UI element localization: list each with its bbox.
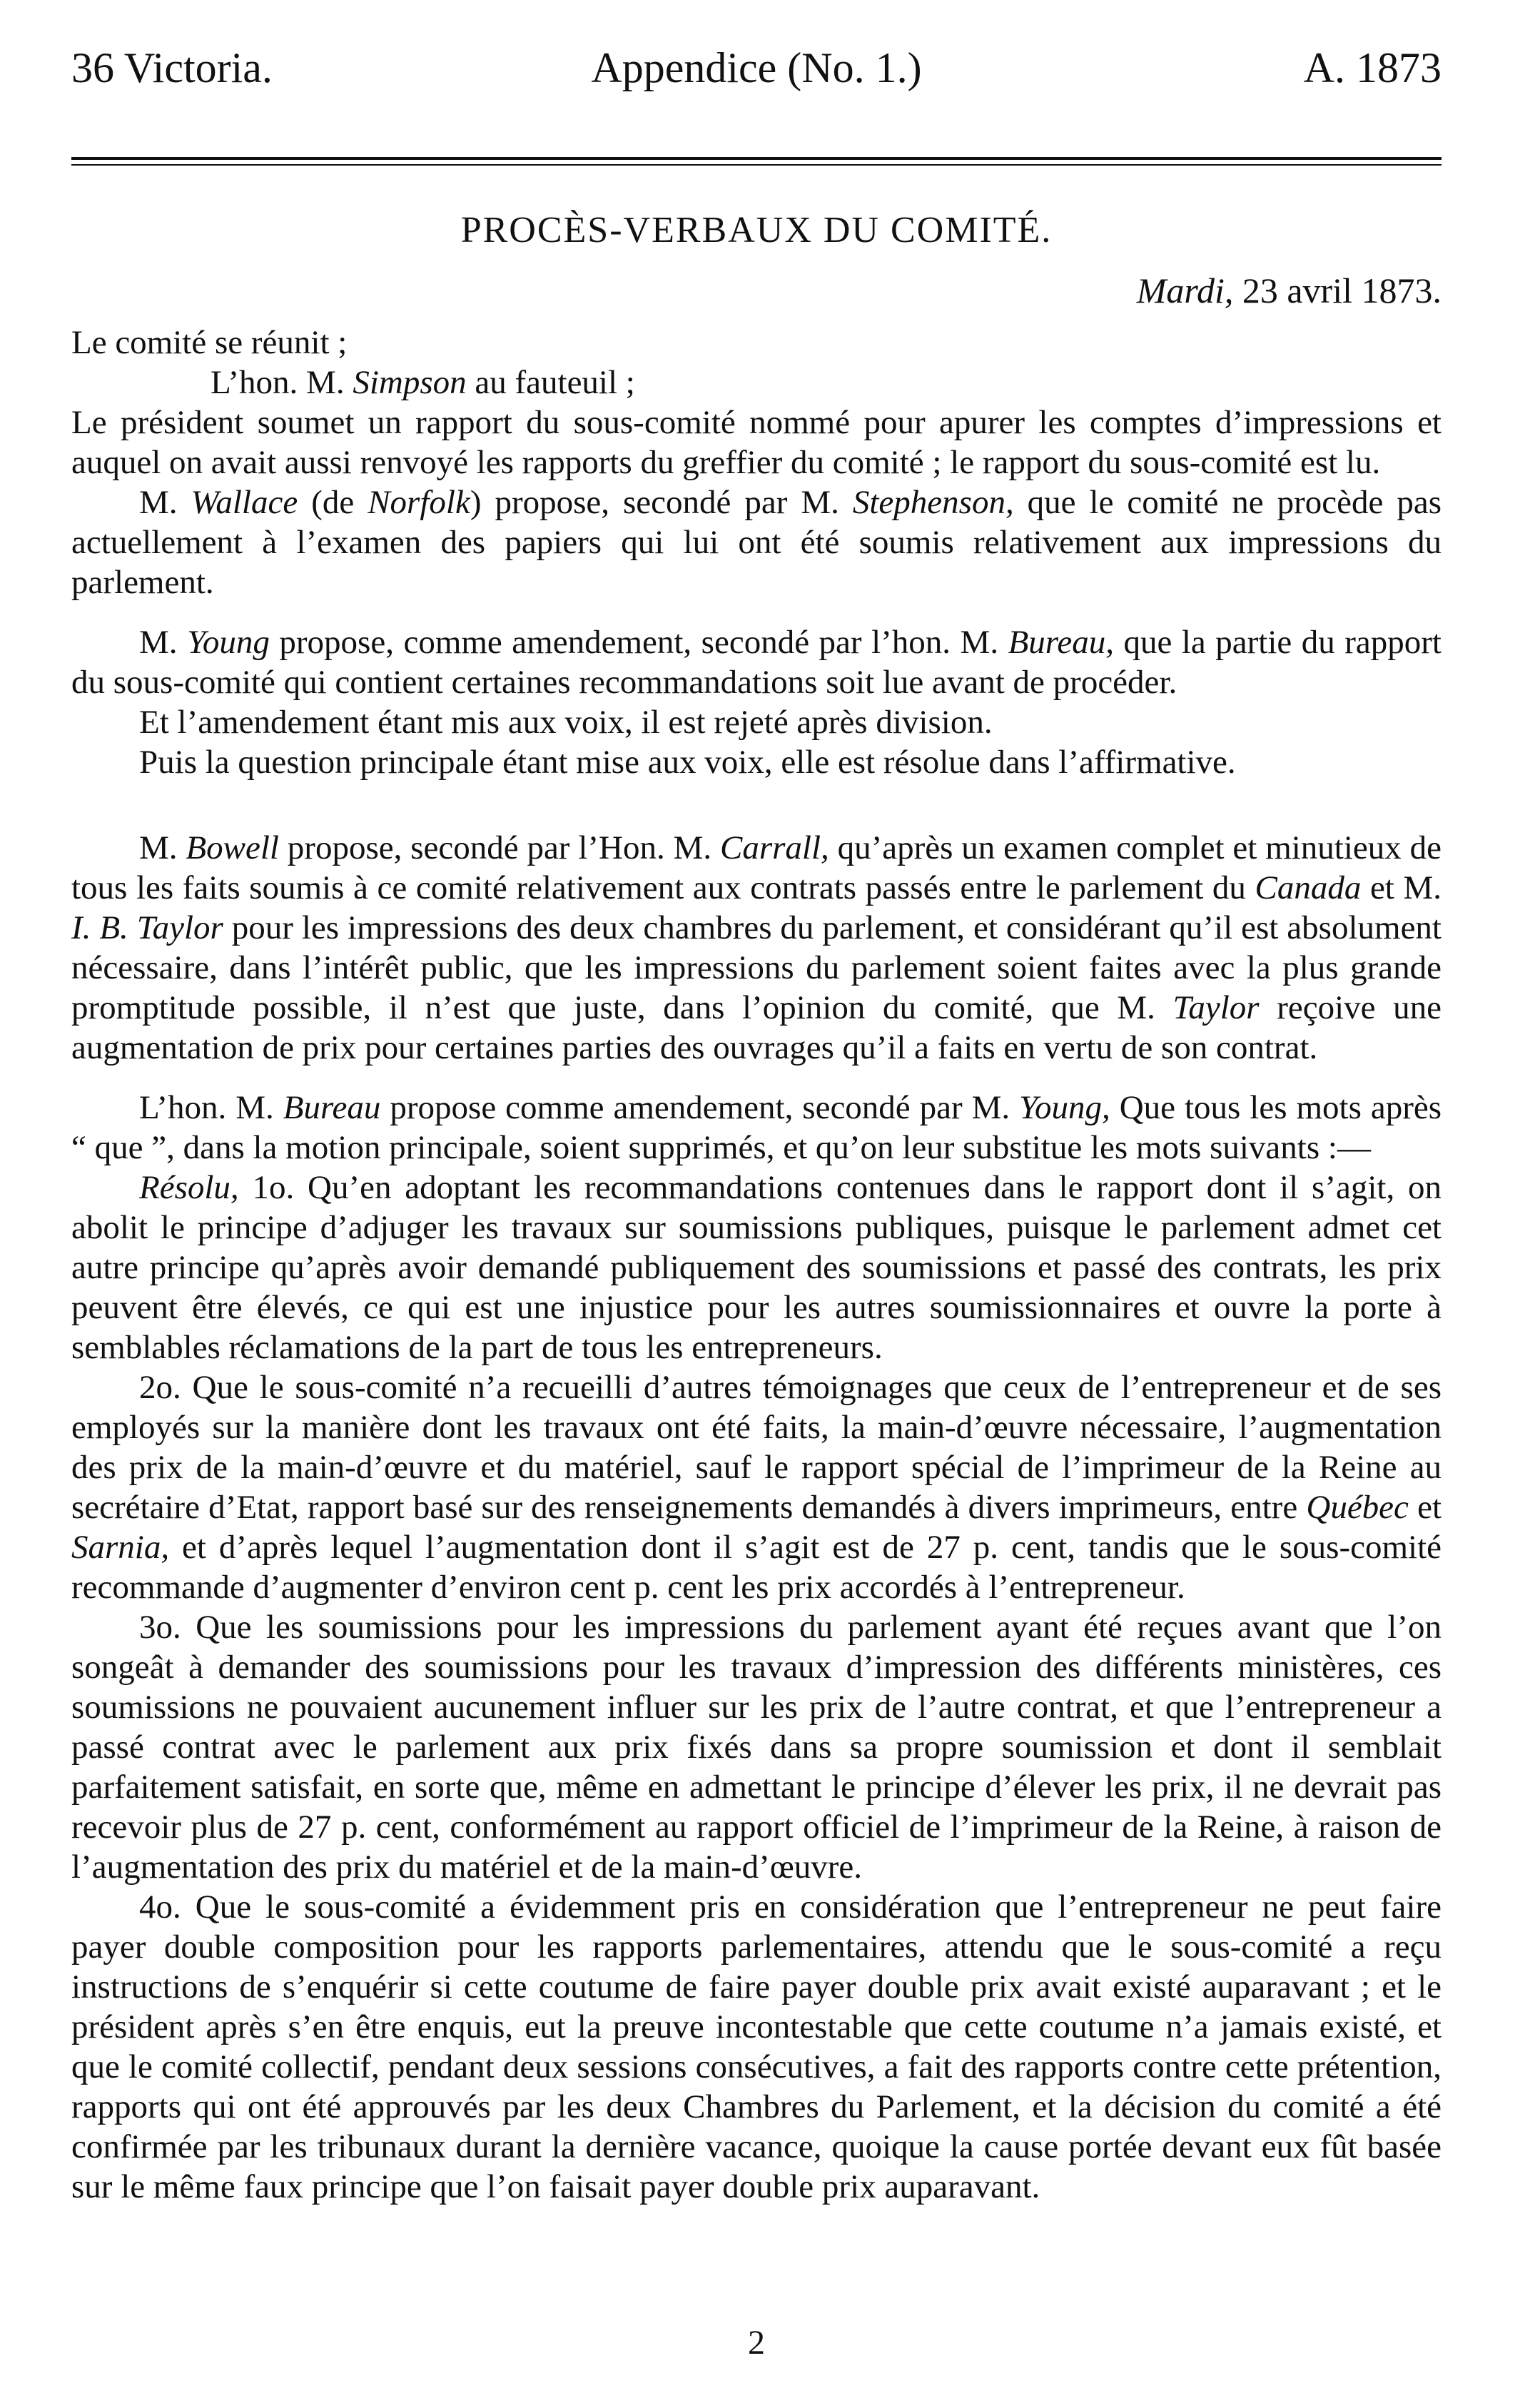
- name-ib-taylor: I. B. Taylor: [71, 909, 223, 946]
- running-header: [71, 29, 1442, 107]
- paragraph-main-question: [71, 742, 1442, 782]
- date-weekday: Mardi,: [1136, 270, 1234, 310]
- document-page: [71, 29, 1442, 2384]
- paragraph-report-submitted: [71, 403, 1442, 482]
- text-resolution-2-b: et: [1408, 1489, 1442, 1526]
- text-wallace-d: que le comité ne procède pas actuellement à l’examen des papiers qui lui ont été soumis relativement aux impressions du parlement.: [71, 484, 1442, 601]
- header-year: A. 1873: [1303, 44, 1442, 91]
- text-resolution-2-c: et d’après lequel l’augmentation dont il s’agit est de 27 p. cent, tandis que le sous-comité recommande d’augmenter d’environ cent p. cent les prix accordés à l’entrepreneur.: [71, 1529, 1442, 1606]
- name-stephenson: Stephenson,: [852, 484, 1014, 521]
- date-day-month-number: [1242, 270, 1352, 310]
- text-wallace-c: ) propose, secondé par M.: [470, 484, 853, 521]
- place-quebec: Québec: [1306, 1489, 1409, 1526]
- label-resolu: Résolu,: [139, 1169, 239, 1206]
- text-resolution-1: 1o. Qu’en adoptant les recommandations contenues dans le rapport dont il s’agit, on abolit le principe d’adjuger les travaux sur soumissions publiques, puisque le parlement admet cet autre principe qu’après avoir demandé publiquement des soumissions et passé des contrats, les prix peuvent être élevés, ce qui est une injustice pour les autres soumissionnaires et ouvre la porte à semblables réclamations de la part de tous les entrepreneurs.: [71, 1169, 1442, 1366]
- minutes-body: [71, 323, 1442, 2207]
- date-day-month: 23 avril: [1242, 270, 1352, 310]
- name-bowell: Bowell: [186, 829, 279, 866]
- name-young-2: Young,: [1019, 1089, 1110, 1126]
- paragraph-bureau-amendment: [71, 1088, 1442, 1168]
- place-sarnia: Sarnia,: [71, 1529, 170, 1566]
- name-bureau-2: Bureau: [283, 1089, 381, 1126]
- header-session: 36 Victoria.: [71, 44, 273, 91]
- paragraph-resolution-3: [71, 1607, 1442, 1887]
- text-wallace-b: (de: [298, 484, 368, 521]
- text-bowell-b: propose, secondé par l’Hon. M.: [278, 829, 720, 866]
- paragraph-meeting-opened: [71, 323, 1442, 363]
- name-simpson: Simpson: [353, 364, 467, 401]
- name-wallace: Wallace: [191, 484, 298, 521]
- place-norfolk: Norfolk: [368, 484, 470, 521]
- date-year: 1873.: [1361, 270, 1442, 310]
- text-amendment-rejected: Et l’amendement étant mis aux voix, il est rejeté après division.: [139, 704, 993, 741]
- text-bowell-f: reçoive une augmentation de prix pour certaines parties des ouvrages qu’il a faits en vertu de son contrat.: [71, 989, 1442, 1066]
- text-chair-a: L’hon. M.: [211, 364, 353, 401]
- paragraph-resolution-2: [71, 1367, 1442, 1607]
- header-appendix: Appendice (No. 1.): [591, 44, 922, 91]
- text-wallace-a: M.: [139, 484, 191, 521]
- place-canada: Canada: [1255, 869, 1362, 906]
- text-bowell-d: et M.: [1361, 869, 1442, 906]
- text-chair-b: au fauteuil ;: [466, 364, 635, 401]
- text-resolution-2-a: 2o. Que le sous-comité n’a recueilli d’autres témoignages que ceux de l’entrepreneur et de ses employés sur la manière dont les travaux ont été faits, la main-d’œuvre nécessaire, l’augmentation des prix de la main-d’œuvre et du matériel, sauf le rapport spécial de l’imprimeur de la Reine au secrétaire d’Etat, rapport basé sur des renseignements demandés à divers imprimeurs, entre: [71, 1369, 1442, 1526]
- paragraph-resolution-4: [71, 1887, 1442, 2207]
- text-young-b: propose, comme amendement, secondé par l’hon. M.: [269, 624, 1008, 661]
- name-taylor: Taylor: [1172, 989, 1260, 1026]
- header-rule-thick: [71, 157, 1442, 160]
- page-number: 2: [748, 2324, 765, 2362]
- text-bowell-a: M.: [139, 829, 186, 866]
- name-bureau: Bureau,: [1008, 624, 1114, 661]
- text-report-submitted: Le président soumet un rapport du sous-comité nommé pour apurer les comptes d’impressions et auquel on avait aussi renvoyé les rapports du greffier du comité ; le rapport du sous-comité est lu.: [71, 404, 1442, 481]
- text-bureau-c: Que tous les mots après “ que ”, dans la motion principale, soient supprimés, et qu’on leur substitue les mots suivants :—: [71, 1089, 1442, 1166]
- paragraph-young-amendment: [71, 622, 1442, 702]
- paragraph-resolution-1: [71, 1168, 1442, 1367]
- text-bowell-e: pour les impressions des deux chambres du parlement, et considérant qu’il est absolument nécessaire, dans l’intérêt public, que les impressions du parlement soient faites avec la plus grande promptitude possible, il n’est que juste, dans l’opinion du comité, que M.: [71, 909, 1442, 1026]
- paragraph-chair: [71, 363, 1442, 403]
- text-meeting-opened: Le comité se réunit ;: [71, 324, 348, 361]
- name-young: Young: [187, 624, 270, 661]
- paragraph-bowell-motion: [71, 828, 1442, 1068]
- page-title: PROCÈS-VERBAUX DU COMITÉ.: [460, 210, 1053, 251]
- meeting-date: [71, 265, 1442, 315]
- text-resolution-4: 4o. Que le sous-comité a évidemment pris en considération que l’entrepreneur ne peut faire payer double composition pour les rapports parlementaires, attendu que le sous-comité a reçu instructions de s’enquérir si cette coutume de faire payer double prix avait existé auparavant ; et le président après s’en être enquis, eut la preuve incontestable que cette coutume n’a jamais existé, et que le comité collectif, pendant deux sessions consécutives, a fait des rapports contre cette prétention, rapports qui ont été approuvés par les deux Chambres du Parlement, et la décision du comité a été confirmée par les tribunaux durant la dernière vacance, quoique la cause portée devant eux fût basée sur le même faux principe que l’on faisait payer double prix auparavant.: [71, 1888, 1442, 2205]
- text-resolution-3: 3o. Que les soumissions pour les impressions du parlement ayant été reçues avant que l’on songeât à demander des soumissions pour les travaux d’impression des différents ministères, ces soumissions ne pouvaient aucunement influer sur les prix de l’autre contrat, et que l’entrepreneur a passé contrat avec le parlement aux prix fixés dans sa propre soumission et dont il semblait parfaitement satisfait, en sorte que, même en admettant le principe d’élever les prix, il ne devrait pas recevoir plus de 27 p. cent, conformément au rapport officiel de l’imprimeur de la Reine, à raison de l’augmentation des prix du matériel et de la main-d’œuvre.: [71, 1609, 1442, 1886]
- text-young-a: M.: [139, 624, 188, 661]
- paragraph-amendment-rejected: [71, 702, 1442, 742]
- text-bowell-c: qu’après un examen complet et minutieux de tous les faits soumis à ce comité relativement aux contrats passés entre le parlement du: [71, 829, 1442, 906]
- text-bureau-b: propose comme amendement, secondé par M.: [380, 1089, 1020, 1126]
- name-carrall: Carrall,: [719, 829, 829, 866]
- header-rule-thin: [71, 164, 1442, 166]
- text-bureau-a: L’hon. M.: [139, 1089, 283, 1126]
- text-main-question: Puis la question principale étant mise aux voix, elle est résolue dans l’affirmative.: [139, 744, 1236, 781]
- text-young-c: que la partie du rapport du sous-comité qui contient certaines recommandations soit lue avant de procéder.: [71, 624, 1442, 701]
- paragraph-wallace-motion: [71, 482, 1442, 602]
